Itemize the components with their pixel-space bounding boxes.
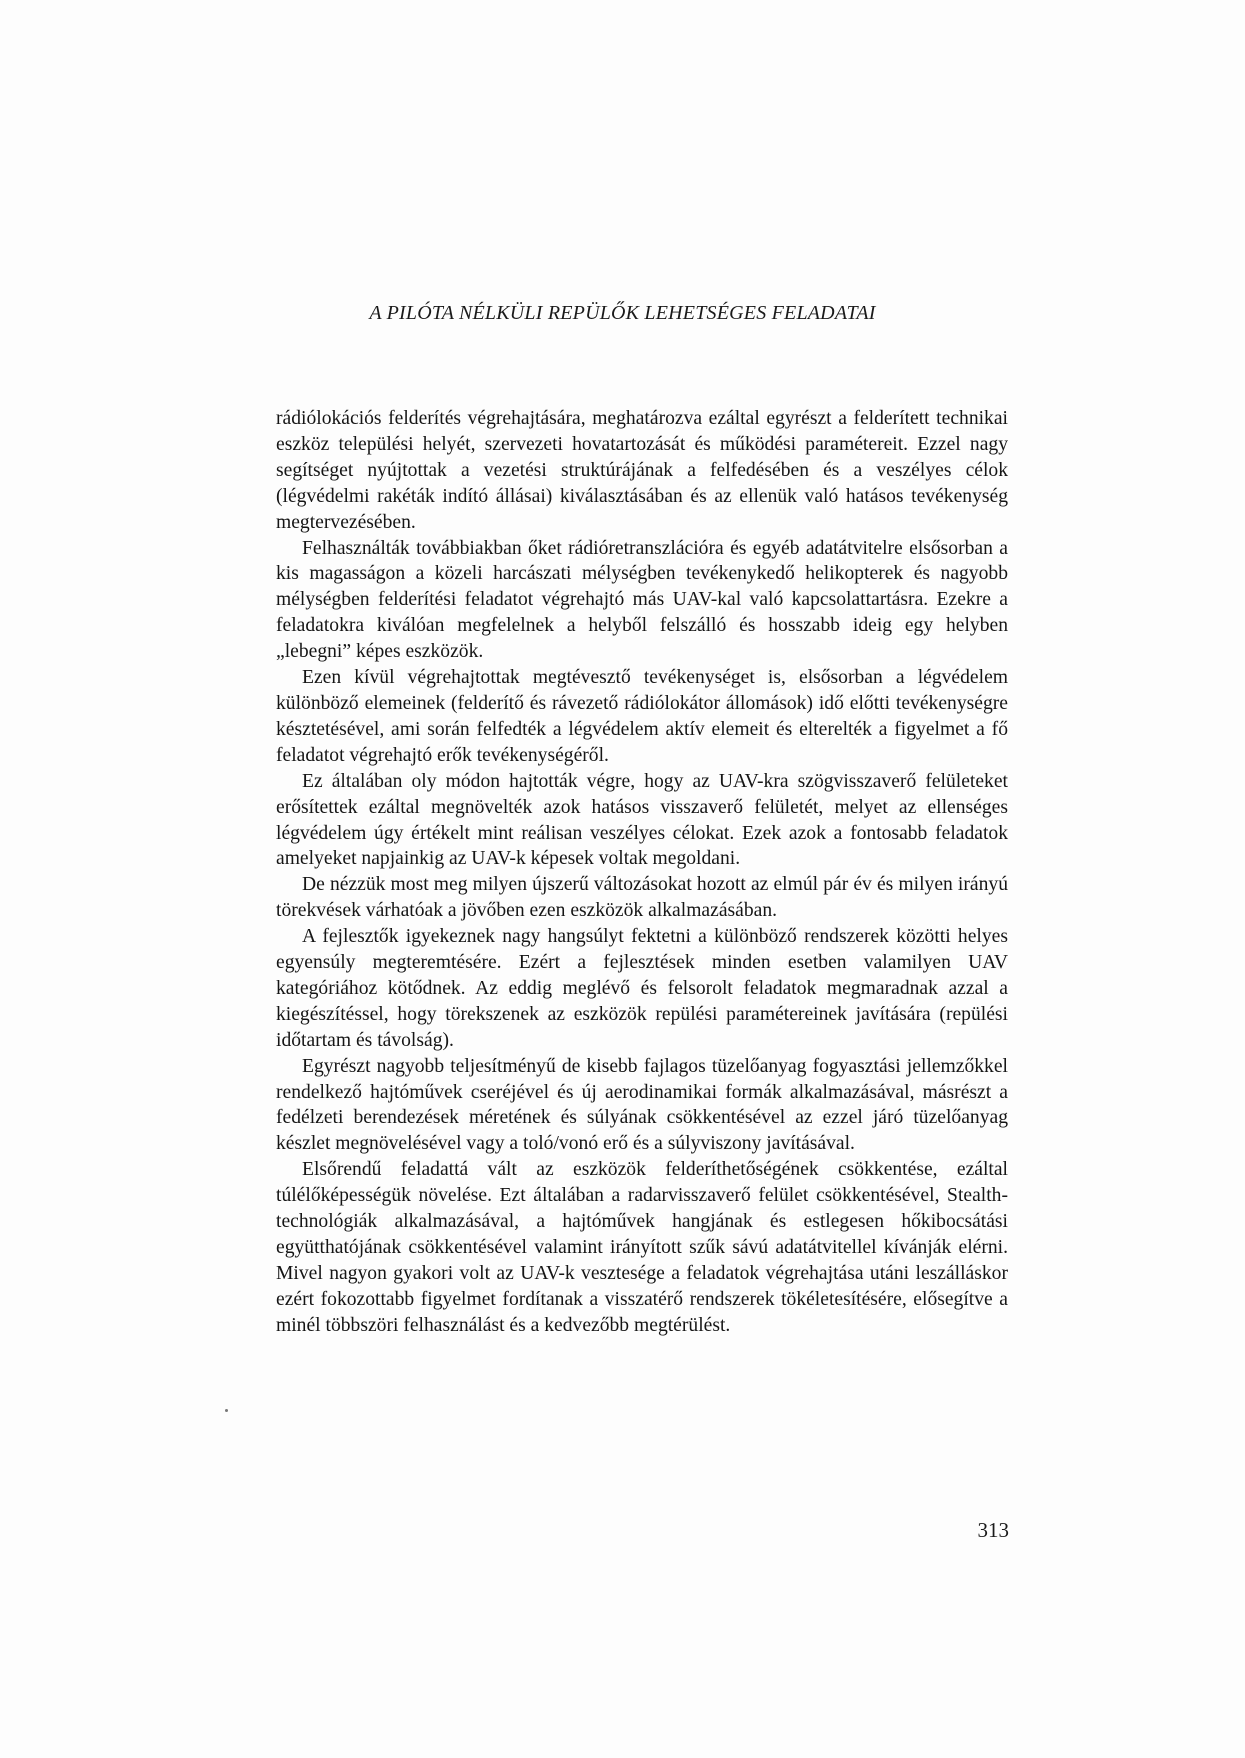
- paragraph: A fejlesztők igyekeznek nagy hangsúlyt fektetni a különböző rendszerek közötti helyes egyensúly megteremtésére. Ezért a fejlesztések minden esetben valamilyen UAV kategóriához kötődnek. Az eddig meglévő és felsorolt feladatok megmaradnak azzal a kiegészítéssel, hogy törekszenek az eszközök repülési paramétereinek javítására (repülési időtartam és távolság).: [276, 926, 1008, 1051]
- paragraph: De nézzük most meg milyen újszerű változásokat hozott az elmúl pár év és milyen irányú törekvések várhatóak a jövőben ezen eszközök alkalmazásában.: [276, 874, 1008, 922]
- scan-speck: [225, 1409, 228, 1412]
- paragraph: Ez általában oly módon hajtották végre, hogy az UAV-kra szögvisszaverő felületeket erősítettek ezáltal megnövelték azok hatásos visszaverő felületét, melyet az ellenséges légvédelem úgy értékelt mint reálisan veszélyes célokat. Ezek azok a fontosabb feladatok amelyeket napjainkig az UAV-k képesek voltak megoldani.: [276, 770, 1008, 870]
- body-text: [276, 406, 1008, 1339]
- page-number: 313: [977, 1518, 1009, 1542]
- paragraph: rádiólokációs felderítés végrehajtására, meghatározva ezáltal egyrészt a felderített technikai eszköz települési helyét, szervezeti hovatartozását és működési paramétereit. Ezzel nagy segítséget nyújtottak a vezetési struktúrájának a felfedésében és a veszélyes célok (légvédelmi rakéták indító állásai) kiválasztásában és az ellenük való hatásos tevékenység megtervezésében.: [276, 408, 1008, 533]
- paragraph: Ezen kívül végrehajtottak megtévesztő tevékenységet is, elsősorban a légvédelem különböző elemeinek (felderítő és rávezető rádiólokátor állomások) idő előtti tevékenységre késztetésével, ami során felfedték a légvédelem aktív elemeit és elterelték a figyelmet a fő feladatot végrehajtó erők tevékenységéről.: [276, 667, 1008, 766]
- running-header: A PILÓTA NÉLKÜLI REPÜLŐK LEHETSÉGES FELADATAI: [369, 302, 876, 324]
- paragraph: Felhasználták továbbiakban őket rádióretranszlációra és egyéb adatátvitelre elsősorban a kis magasságon a közeli harcászati mélységben tevékenykedő helikopterek és nagyobb mélységben felderítési feladatot végrehajtó más UAV-kal való kapcsolattartásra. Ezekre a feladatokra kiválóan megfelelnek a helyből felszálló és hosszabb ideig egy helyben „lebegni” képes eszközök.: [276, 537, 1008, 663]
- paragraph: Egyrészt nagyobb teljesítményű de kisebb fajlagos tüzelőanyag fogyasztási jellemzőkkel rendelkező hajtóművek cseréjével és új aerodinamikai formák alkalmazásával, másrészt a fedélzeti berendezések méretének és súlyának csökkentésével az ezzel járó tüzelőanyag készlet megnövelésével vagy a toló/vonó erő és a súlyviszony javításával.: [276, 1055, 1008, 1155]
- paragraph: Elsőrendű feladattá vált az eszközök felderíthetőségének csökkentése, ezáltal túlélőképességük növelése. Ezt általában a radarvisszaverő felület csökkentésével, Stealth-technológiák alkalmazásával, a hajtóművek hangjának és estlegesen hőkibocsátási együtthatójának csökkentésével valamint irányított szűk sávú adatátvitellel kívánják elérni. Mivel nagyon gyakori volt az UAV-k vesztesége a feladatok végrehajtása utáni leszálláskor ezért fokozottabb figyelmet fordítanak a visszatérő rendszerek tökéletesítésére, elősegítve a minél többszöri felhasználást és a kedvezőbb megtérülést.: [276, 1159, 1008, 1336]
